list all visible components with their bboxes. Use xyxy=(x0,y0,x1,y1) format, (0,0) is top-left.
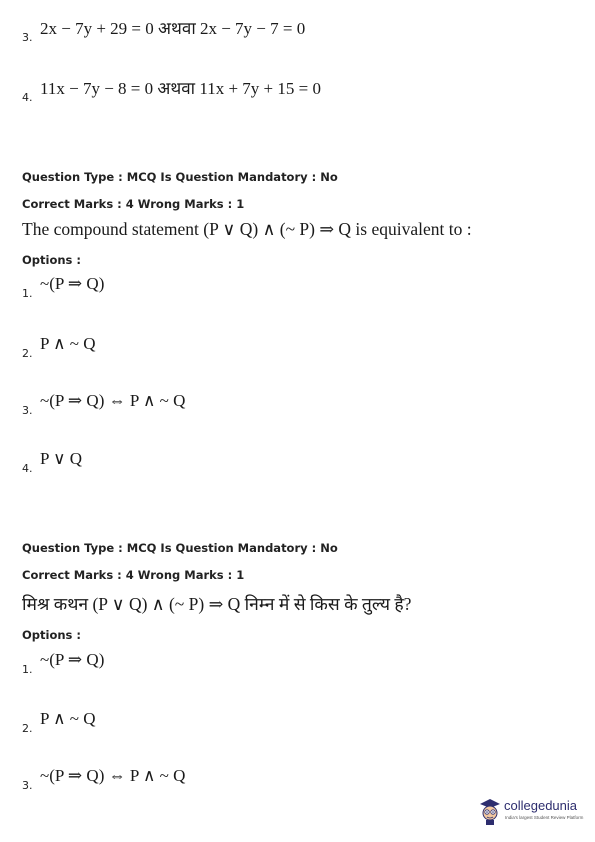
option-text: 2x − 7y + 29 = 0 अथवा 2x − 7y − 7 = 0 xyxy=(40,19,306,38)
question-statement: मिश्र कथन (P ∨ Q) ∧ (~ P) ⇒ Q निम्न में से किस के तुल्य है? xyxy=(22,594,412,614)
option-number: 2. xyxy=(22,722,33,735)
option-number: 1. xyxy=(22,287,33,300)
option-number: 3. xyxy=(22,404,33,417)
graduate-mascot-icon xyxy=(478,796,502,826)
question-statement: The compound statement (P ∨ Q) ∧ (~ P) ⇒ Q is equivalent to : xyxy=(22,219,472,239)
option-text: ~(P ⇒ Q) ⇔ P ∧ ~ Q xyxy=(40,766,186,785)
option-number: 1. xyxy=(22,663,33,676)
marks-line: Correct Marks : 4 Wrong Marks : 1 xyxy=(22,197,245,211)
question-type-line: Question Type : MCQ Is Question Mandatory : No xyxy=(22,541,338,555)
option-text: ~(P ⇒ Q) ⇔ P ∧ ~ Q xyxy=(40,391,186,410)
logo-wordmark: collegedunia xyxy=(504,798,578,813)
option-number: 4. xyxy=(22,91,33,104)
question-type-line: Question Type : MCQ Is Question Mandatory : No xyxy=(22,170,338,184)
option-number: 4. xyxy=(22,462,33,475)
option-text: 11x − 7y − 8 = 0 अथवा 11x + 7y + 15 = 0 xyxy=(40,79,321,98)
collegedunia-logo xyxy=(478,796,588,830)
options-label: Options : xyxy=(22,253,81,267)
option-text: ~(P ⇒ Q) xyxy=(40,650,105,669)
logo-tagline: India's largest Student Review Platform xyxy=(505,815,584,820)
option-text: P ∧ ~ Q xyxy=(40,709,96,728)
option-number: 2. xyxy=(22,347,33,360)
marks-line: Correct Marks : 4 Wrong Marks : 1 xyxy=(22,568,245,582)
options-label: Options : xyxy=(22,628,81,642)
option-text: ~(P ⇒ Q) xyxy=(40,274,105,293)
option-text: P ∧ ~ Q xyxy=(40,334,96,353)
option-number: 3. xyxy=(22,779,33,792)
option-text: P ∨ Q xyxy=(40,449,83,468)
option-number: 3. xyxy=(22,31,33,44)
